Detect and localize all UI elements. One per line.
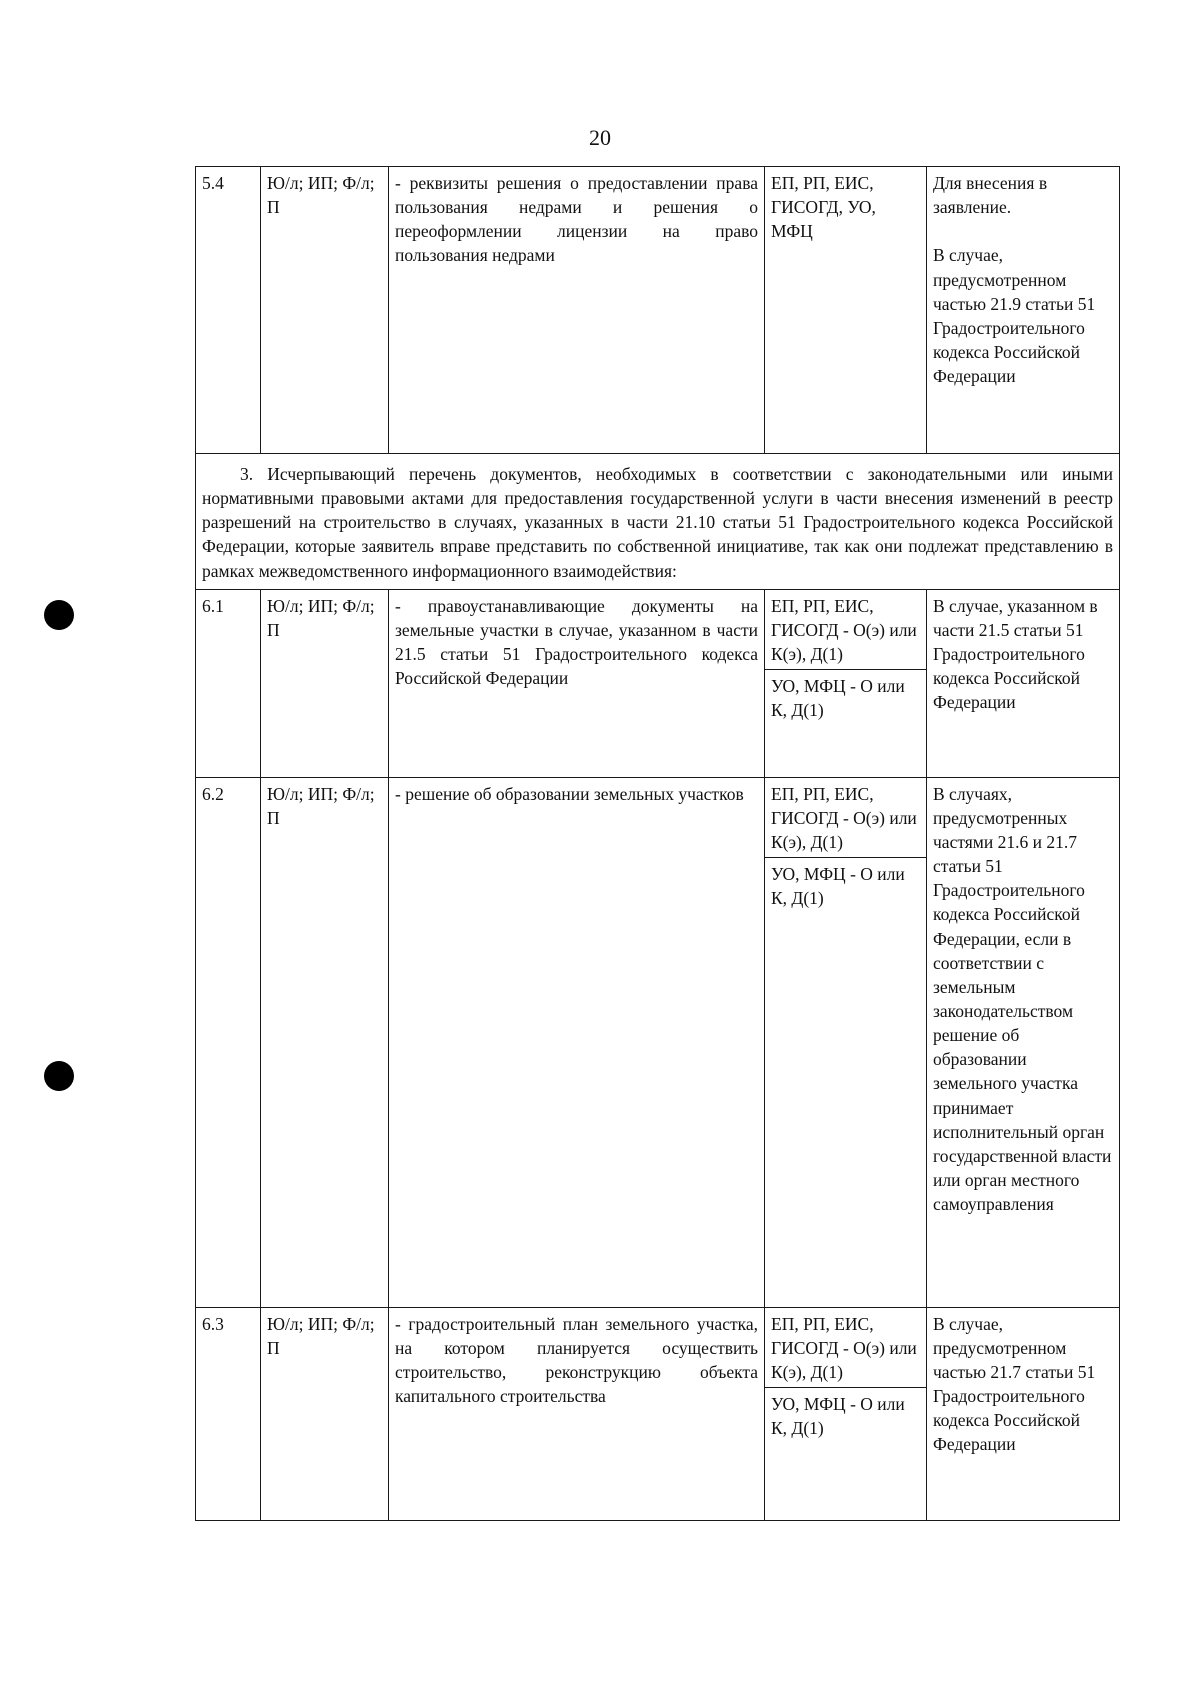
- applicant-categories: Ю/л; ИП; Ф/л; П: [261, 1307, 389, 1520]
- row-number: 6.1: [196, 589, 261, 777]
- document-description: - правоустанавливающие документы на земельные участки в случае, указанном в части 21.5 статьи 51 Градостроительного кодекса Российской Федерации: [389, 589, 765, 777]
- table-row-6-3: [196, 1307, 1120, 1520]
- applicant-categories: Ю/л; ИП; Ф/л; П: [261, 167, 389, 454]
- channel-in-person: УО, МФЦ - О или К, Д(1): [765, 669, 926, 725]
- document-description: - решение об образовании земельных участков: [389, 777, 765, 1307]
- row-number: 6.2: [196, 777, 261, 1307]
- channel-in-person: УО, МФЦ - О или К, Д(1): [765, 857, 926, 913]
- section-heading-row: [196, 454, 1120, 590]
- channel-electronic: ЕП, РП, ЕИС, ГИСОГД - О(э) или К(э), Д(1): [771, 783, 917, 852]
- condition-note: Для внесения в заявление. В случае, предусмотренном частью 21.9 статьи 51 Градостроительного кодекса Российской Федерации: [927, 167, 1120, 454]
- document-description: - реквизиты решения о предоставлении права пользования недрами и решения о переоформлении лицензии на право пользования недрами: [389, 167, 765, 454]
- condition-note: В случаях, предусмотренных частями 21.6 и 21.7 статьи 51 Градостроительного кодекса Российской Федерации, если в соответствии с земельным законодательством решение об образовании земельного участка принимает исполнительный орган государственной власти или орган местного самоуправления: [927, 777, 1120, 1307]
- condition-note: В случае, предусмотренном частью 21.7 статьи 51 Градостроительного кодекса Российской Федерации: [927, 1307, 1120, 1520]
- channel-electronic: ЕП, РП, ЕИС, ГИСОГД - О(э) или К(э), Д(1): [771, 1313, 917, 1382]
- submission-channels: [765, 589, 927, 777]
- section-3-heading: 3. Исчерпывающий перечень документов, необходимых в соответствии с законодательными или иными нормативными правовыми актами для предоставления государственной услуги в части внесения изменений в реестр разрешений на строительство в случаях, указанных в части 21.10 статьи 51 Градостроительного кодекса Российской Федерации, которые заявитель вправе представить по собственной инициативе, так как они подлежат представлению в рамках межведомственного информационного взаимодействия:: [196, 454, 1120, 590]
- row-number: 5.4: [196, 167, 261, 454]
- table-row-5-4: [196, 167, 1120, 454]
- punch-hole-top: [44, 600, 74, 630]
- row-number: 6.3: [196, 1307, 261, 1520]
- channel-electronic: ЕП, РП, ЕИС, ГИСОГД - О(э) или К(э), Д(1): [771, 595, 917, 664]
- condition-note: В случае, указанном в части 21.5 статьи 51 Градостроительного кодекса Российской Федерации: [927, 589, 1120, 777]
- table-row-6-1: [196, 589, 1120, 777]
- submission-channels: ЕП, РП, ЕИС, ГИСОГД, УО, МФЦ: [765, 167, 927, 454]
- table-row-6-2: [196, 777, 1120, 1307]
- applicant-categories: Ю/л; ИП; Ф/л; П: [261, 589, 389, 777]
- channel-in-person: УО, МФЦ - О или К, Д(1): [765, 1387, 926, 1443]
- submission-channels: [765, 777, 927, 1307]
- applicant-categories: Ю/л; ИП; Ф/л; П: [261, 777, 389, 1307]
- punch-hole-bottom: [44, 1061, 74, 1091]
- document-description: - градостроительный план земельного участка, на котором планируется осуществить строительство, реконструкцию объекта капитального строительства: [389, 1307, 765, 1520]
- page-number: 20: [589, 125, 611, 150]
- documents-table: [195, 166, 1120, 1521]
- submission-channels: [765, 1307, 927, 1520]
